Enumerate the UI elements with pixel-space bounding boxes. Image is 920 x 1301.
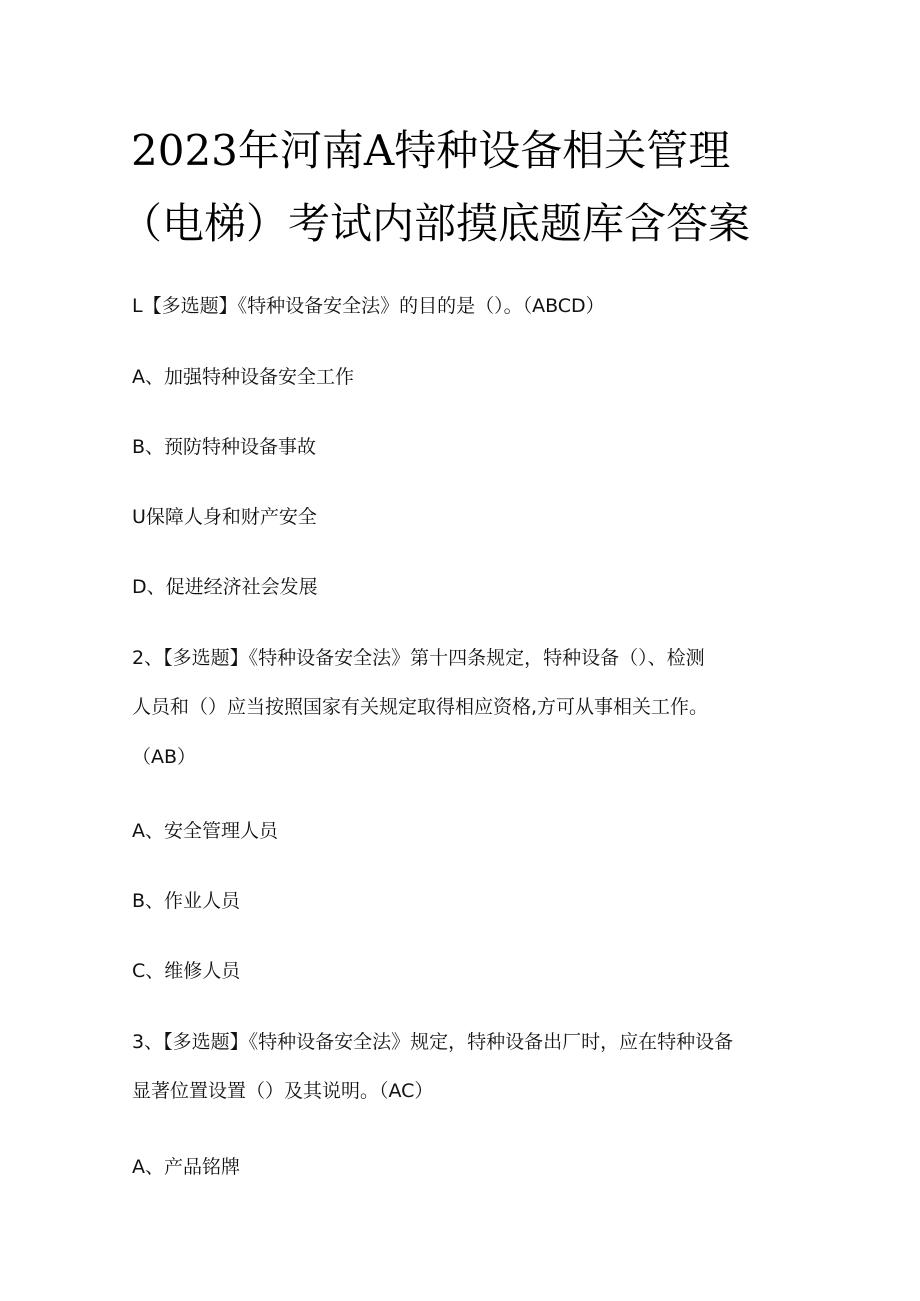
document-title-line-1: 2023年河南A特种设备相关管理 xyxy=(131,126,731,175)
question-3-stem-line-1: 3、【多选题】《特种设备安全法》规定，特种设备出厂时，应在特种设备 xyxy=(132,1031,734,1053)
question-2-option-c: C、维修人员 xyxy=(132,960,241,982)
question-2-stem-line-1: 2、【多选题】《特种设备安全法》第十四条规定，特种设备（）、检测 xyxy=(132,647,705,669)
question-2-option-a: A、安全管理人员 xyxy=(132,820,278,842)
document-title-line-2: （电梯）考试内部摸底题库含答案 xyxy=(120,199,751,248)
question-1-option-b: B、预防特种设备事故 xyxy=(132,436,317,458)
question-2-option-b: B、作业人员 xyxy=(132,890,241,912)
question-3-stem-line-2: 显著位置设置（）及其说明。（AC） xyxy=(132,1080,434,1102)
question-1-option-d: D、促进经济社会发展 xyxy=(132,576,318,598)
question-1-option-a: A、加强特种设备安全工作 xyxy=(132,366,354,388)
question-1-option-c: U保障人身和财产安全 xyxy=(132,506,317,528)
question-2-stem-line-2: 人员和（）应当按照国家有关规定取得相应资格,方可从事相关工作。 xyxy=(132,696,709,718)
question-3-option-a: A、产品铭牌 xyxy=(132,1156,240,1178)
question-2-stem-line-3: （AB） xyxy=(132,746,197,768)
question-1-stem: L【多选题】《特种设备安全法》的目的是（）。（ABCD） xyxy=(132,295,605,317)
